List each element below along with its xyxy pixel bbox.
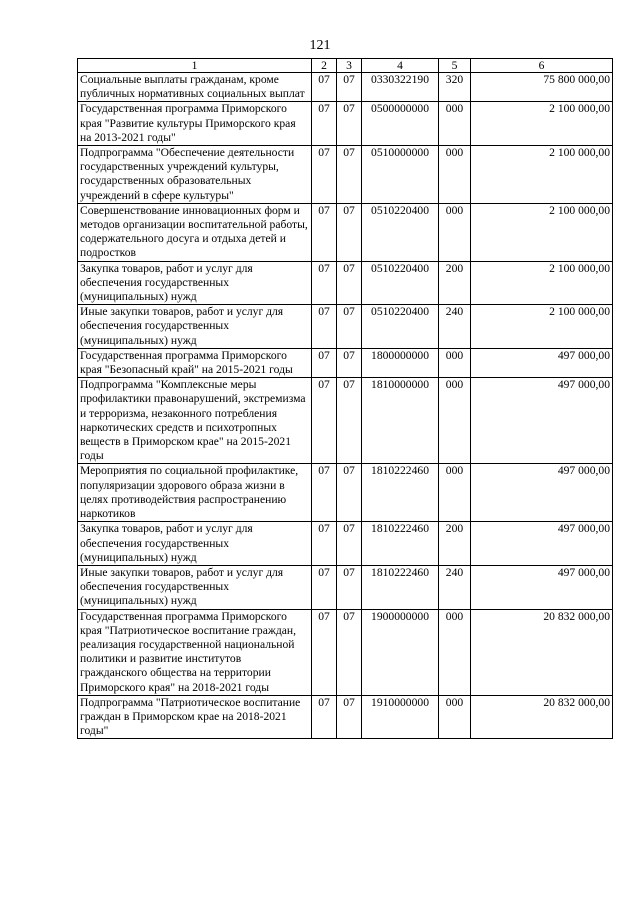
row-section: 07: [312, 609, 337, 695]
table-row: [78, 146, 613, 204]
row-target-article: 0500000000: [362, 102, 439, 146]
table-row: [78, 203, 613, 261]
row-expense-type: 200: [439, 522, 471, 566]
row-section: 07: [312, 565, 337, 609]
row-subsection: 07: [337, 464, 362, 522]
row-target-article: 1810222460: [362, 522, 439, 566]
row-expense-type: 200: [439, 261, 471, 305]
row-subsection: 07: [337, 146, 362, 204]
row-name: Социальные выплаты гражданам, кроме публичных нормативных социальных выплат: [78, 73, 312, 102]
table-row: [78, 348, 613, 377]
row-name: Подпрограмма "Патриотическое воспитание граждан в Приморском крае на 2018-2021 годы": [78, 695, 312, 739]
row-subsection: 07: [337, 609, 362, 695]
row-amount: 497 000,00: [471, 464, 613, 522]
row-target-article: 1800000000: [362, 348, 439, 377]
row-section: 07: [312, 522, 337, 566]
row-target-article: 1910000000: [362, 695, 439, 739]
table-row: [78, 305, 613, 349]
column-header-subsection: 3: [337, 59, 362, 73]
row-subsection: 07: [337, 695, 362, 739]
row-amount: 497 000,00: [471, 378, 613, 464]
row-subsection: 07: [337, 522, 362, 566]
row-expense-type: 000: [439, 378, 471, 464]
row-expense-type: 000: [439, 695, 471, 739]
table-row: [78, 378, 613, 464]
row-subsection: 07: [337, 261, 362, 305]
row-name: Закупка товаров, работ и услуг для обеспечения государственных (муниципальных) нужд: [78, 522, 312, 566]
row-section: 07: [312, 203, 337, 261]
row-target-article: 1900000000: [362, 609, 439, 695]
row-name: Иные закупки товаров, работ и услуг для обеспечения государственных (муниципальных) нужд: [78, 305, 312, 349]
row-name: Государственная программа Приморского края "Безопасный край" на 2015-2021 годы: [78, 348, 312, 377]
table-row: [78, 522, 613, 566]
row-target-article: 1810222460: [362, 464, 439, 522]
row-section: 07: [312, 102, 337, 146]
row-target-article: 0510220400: [362, 203, 439, 261]
row-target-article: 0510220400: [362, 305, 439, 349]
row-section: 07: [312, 73, 337, 102]
column-header-name: 1: [78, 59, 312, 73]
row-name: Мероприятия по социальной профилактике, популяризации здорового образа жизни в целях противодействия распространению наркотиков: [78, 464, 312, 522]
row-section: 07: [312, 695, 337, 739]
row-amount: 75 800 000,00: [471, 73, 613, 102]
row-amount: 497 000,00: [471, 348, 613, 377]
row-amount: 2 100 000,00: [471, 146, 613, 204]
row-subsection: 07: [337, 102, 362, 146]
row-name: Подпрограмма "Обеспечение деятельности государственных учреждений культуры, государственных образовательных учреждений в сфере культуры": [78, 146, 312, 204]
row-amount: 2 100 000,00: [471, 261, 613, 305]
row-subsection: 07: [337, 305, 362, 349]
row-name: Государственная программа Приморского края "Патриотическое воспитание граждан, реализация государственной национальной политики и развитие институтов гражданского общества на территории Приморского края" на 2018-2021 годы: [78, 609, 312, 695]
row-target-article: 1810000000: [362, 378, 439, 464]
table-row: [78, 73, 613, 102]
column-header-section: 2: [312, 59, 337, 73]
column-header-amount: 6: [471, 59, 613, 73]
row-amount: 2 100 000,00: [471, 102, 613, 146]
row-name: Подпрограмма "Комплексные меры профилактики правонарушений, экстремизма и терроризма, незаконного потребления наркотических средств и психотропных веществ в Приморском крае" на 2015-2021 годы: [78, 378, 312, 464]
row-expense-type: 000: [439, 203, 471, 261]
row-section: 07: [312, 146, 337, 204]
row-expense-type: 240: [439, 305, 471, 349]
column-header-target-article: 4: [362, 59, 439, 73]
row-amount: 497 000,00: [471, 565, 613, 609]
row-section: 07: [312, 261, 337, 305]
row-name: Иные закупки товаров, работ и услуг для обеспечения государственных (муниципальных) нужд: [78, 565, 312, 609]
row-name: Закупка товаров, работ и услуг для обеспечения государственных (муниципальных) нужд: [78, 261, 312, 305]
row-subsection: 07: [337, 203, 362, 261]
row-amount: 20 832 000,00: [471, 609, 613, 695]
row-subsection: 07: [337, 378, 362, 464]
table-row: [78, 695, 613, 739]
table-row: [78, 261, 613, 305]
row-subsection: 07: [337, 73, 362, 102]
row-target-article: 0510000000: [362, 146, 439, 204]
row-target-article: 0330322190: [362, 73, 439, 102]
table-row: [78, 565, 613, 609]
row-amount: 2 100 000,00: [471, 203, 613, 261]
row-expense-type: 000: [439, 464, 471, 522]
table-header-row: [78, 59, 613, 73]
row-amount: 2 100 000,00: [471, 305, 613, 349]
row-section: 07: [312, 348, 337, 377]
row-target-article: 1810222460: [362, 565, 439, 609]
row-amount: 20 832 000,00: [471, 695, 613, 739]
row-subsection: 07: [337, 348, 362, 377]
row-expense-type: 000: [439, 102, 471, 146]
table-row: [78, 464, 613, 522]
row-expense-type: 000: [439, 609, 471, 695]
row-expense-type: 320: [439, 73, 471, 102]
row-expense-type: 240: [439, 565, 471, 609]
row-section: 07: [312, 464, 337, 522]
table-row: [78, 609, 613, 695]
table-row: [78, 102, 613, 146]
row-section: 07: [312, 305, 337, 349]
row-section: 07: [312, 378, 337, 464]
row-subsection: 07: [337, 565, 362, 609]
row-target-article: 0510220400: [362, 261, 439, 305]
row-name: Совершенствование инновационных форм и методов организации воспитательной работы, содержательного досуга и отдыха детей и подростков: [78, 203, 312, 261]
budget-table: [77, 58, 613, 739]
row-amount: 497 000,00: [471, 522, 613, 566]
column-header-expense-type: 5: [439, 59, 471, 73]
page-number: 121: [309, 38, 331, 53]
row-expense-type: 000: [439, 348, 471, 377]
row-name: Государственная программа Приморского края "Развитие культуры Приморского края на 2013-2021 годы": [78, 102, 312, 146]
row-expense-type: 000: [439, 146, 471, 204]
